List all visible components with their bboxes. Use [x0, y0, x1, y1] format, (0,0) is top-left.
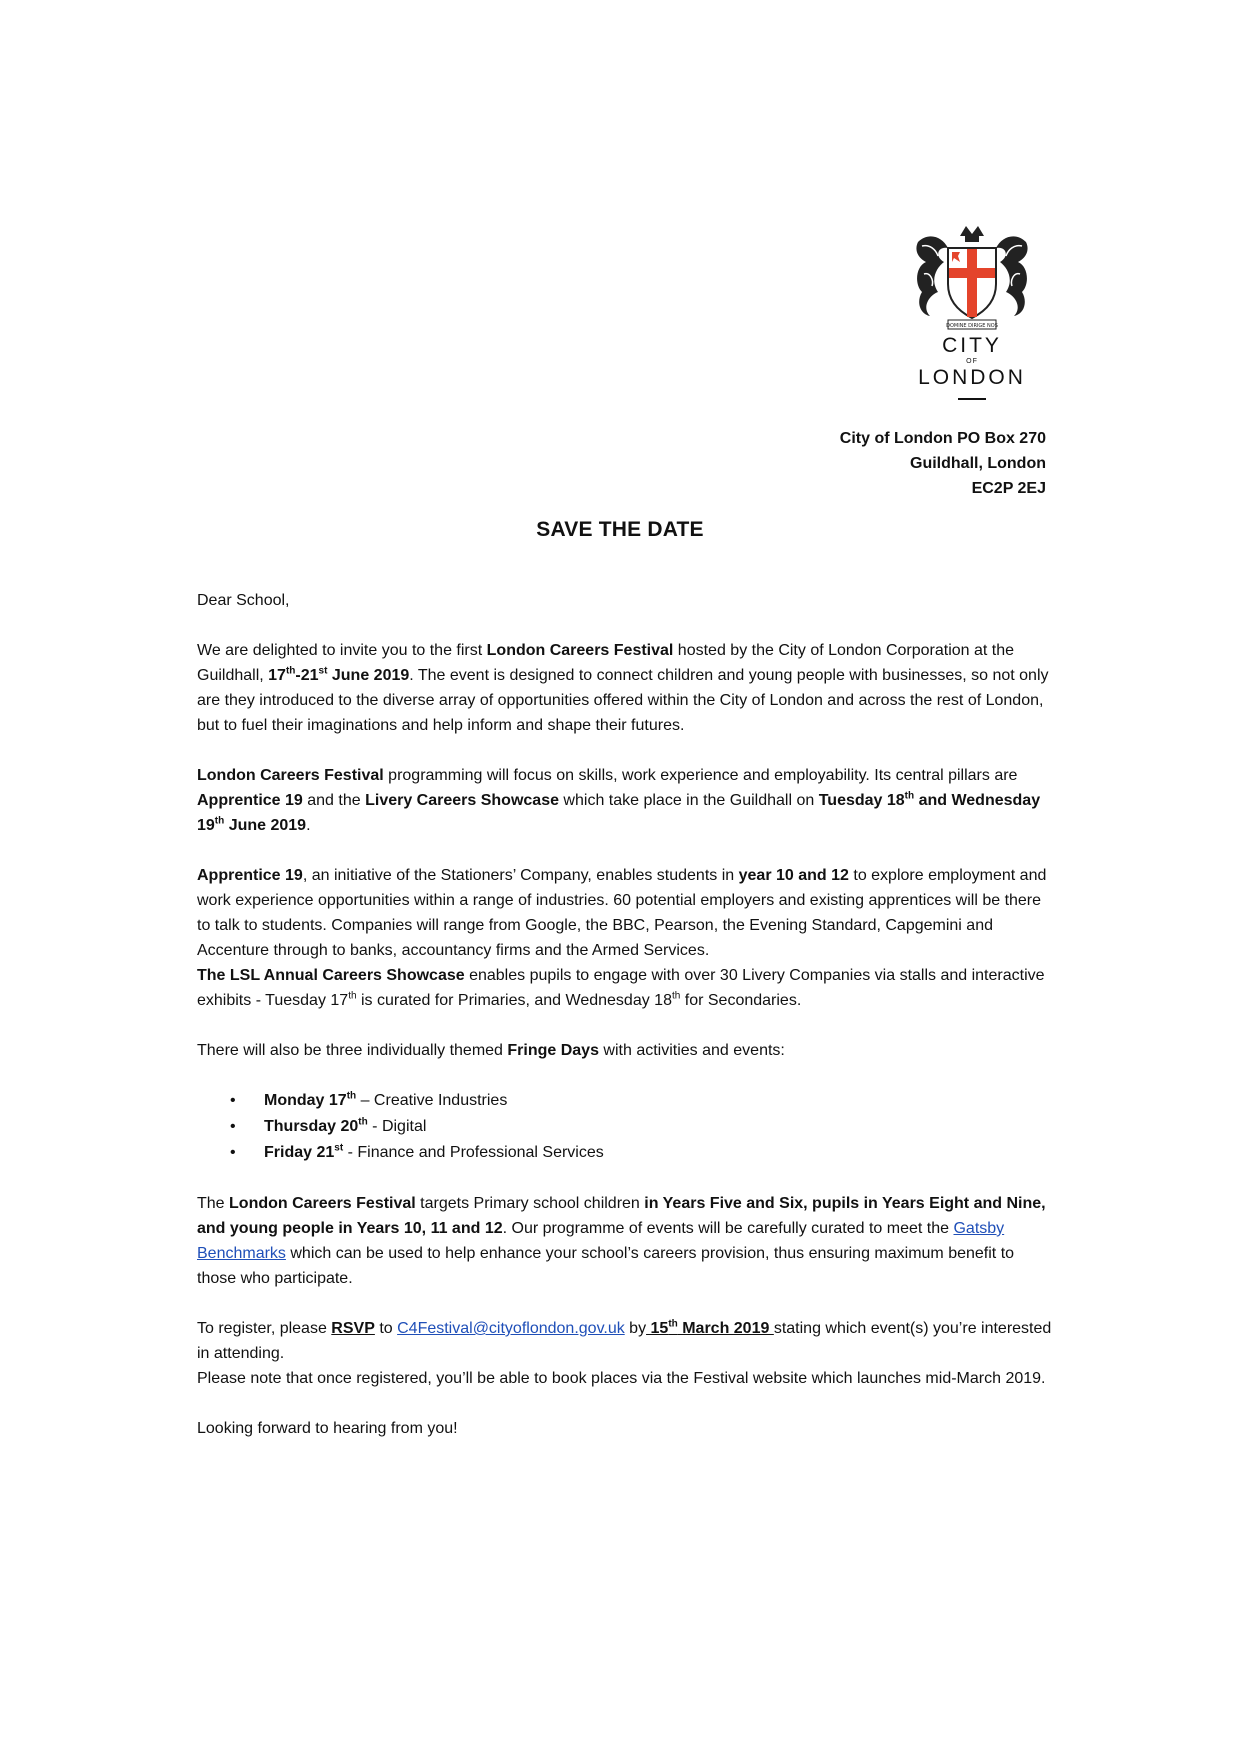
text-run: stating which event(s) you’re interested in attending.	[197, 1320, 1052, 1362]
text-run: hosted by the City of London Corporation at the Guildhall,	[197, 642, 1015, 684]
fringe-theme: - Finance and Professional Services	[343, 1144, 604, 1161]
address-line-1: City of London PO Box 270	[839, 430, 1046, 447]
bullet-icon: •	[230, 1118, 236, 1135]
ordinal-suffix: th	[668, 1318, 678, 1330]
city-of-london-logo	[908, 222, 1036, 404]
paragraph-apprentice-19	[197, 863, 1057, 963]
text-run: for Secondaries.	[680, 992, 802, 1009]
rsvp-deadline	[646, 1320, 774, 1337]
logo-london-word: LONDON	[918, 366, 1026, 389]
fringe-day	[264, 1118, 368, 1135]
text-run: -21	[295, 667, 319, 684]
paragraph-fringe-intro	[197, 1038, 1057, 1063]
text-run: programming will focus on skills, work experience and employability. Its central pillars are	[383, 767, 1018, 784]
text-run: 15	[646, 1320, 669, 1337]
year-groups: year 10 and 12	[738, 867, 849, 884]
text-run: with activities and events:	[598, 1042, 785, 1059]
text-run: We are delighted to invite you to the first	[197, 642, 487, 659]
festival-name: London Careers Festival	[486, 642, 674, 659]
fringe-theme: - Digital	[367, 1118, 427, 1135]
logo-of-word: OF	[966, 358, 978, 365]
paragraph-lsl-showcase	[197, 963, 1057, 1013]
ordinal-suffix: st	[334, 1142, 344, 1154]
list-item	[230, 1088, 1057, 1114]
list-item	[230, 1114, 1057, 1140]
salutation: Dear School,	[197, 592, 290, 609]
festival-dates	[268, 667, 409, 684]
bullet-icon: •	[230, 1092, 236, 1109]
target-groups: Years 10, 11 and 12	[352, 1220, 503, 1237]
text-run: March 2019	[677, 1320, 774, 1337]
text-run: , an initiative of the Stationers’ Company, enables students in	[302, 867, 739, 884]
apprentice-19-name: Apprentice 19	[197, 867, 303, 884]
logo-city-word: CITY	[942, 334, 1002, 357]
text-run: June 2019	[327, 667, 410, 684]
text-run: 17	[268, 667, 286, 684]
rsvp-label: RSVP	[331, 1320, 375, 1337]
coat-of-arms-icon	[908, 222, 1036, 332]
lsl-showcase-name: The LSL Annual Careers Showcase	[197, 967, 465, 984]
text-run: Monday 17	[264, 1092, 347, 1109]
address-line-2: Guildhall, London	[910, 455, 1046, 472]
text-run: . Our programme of events will be carefully curated to meet the	[502, 1220, 954, 1237]
text-run: and the	[302, 792, 366, 809]
email-link[interactable]: C4Festival@cityoflondon.gov.uk	[397, 1320, 625, 1337]
logo-underline	[958, 398, 986, 400]
text-run: and Wednesday 19	[197, 792, 1041, 834]
text-run: which can be used to help enhance your school’s careers provision, thus ensuring maximum benefit to those who participate.	[197, 1245, 1015, 1287]
page-title: SAVE THE DATE	[536, 518, 704, 541]
fringe-day	[264, 1092, 356, 1109]
closing-line: Looking forward to hearing from you!	[197, 1420, 458, 1437]
paragraph-booking-note: Please note that once registered, you’ll be able to book places via the Festival website which launches mid-March 2019.	[197, 1370, 1046, 1387]
text-run: targets Primary school children	[415, 1195, 645, 1212]
livery-showcase-name: Livery Careers Showcase	[365, 792, 559, 809]
text-run: The	[197, 1195, 230, 1212]
paragraph-targets	[197, 1191, 1057, 1291]
festival-name: London Careers Festival	[229, 1195, 416, 1212]
ordinal-suffix: th	[214, 815, 225, 827]
paragraph-programming	[197, 763, 1057, 838]
text-run: by	[624, 1320, 647, 1337]
paragraph-register	[197, 1316, 1057, 1366]
text-run: There will also be three individually themed	[197, 1042, 508, 1059]
gatsby-benchmarks-link[interactable]: Gatsby Benchmarks	[197, 1220, 1005, 1262]
paragraph-invitation	[197, 638, 1057, 738]
letter-body	[197, 588, 1057, 1466]
text-run: is curated for Primaries, and Wednesday 18	[356, 992, 672, 1009]
target-groups: in Years Five and Six, pupils in Years Eight and Nine, and young people in	[197, 1195, 1046, 1237]
text-run: Thursday 20	[264, 1118, 359, 1135]
ordinal-suffix: th	[346, 1090, 357, 1102]
fringe-days-label: Fringe Days	[507, 1042, 599, 1059]
text-run: . The event is designed to connect children and young people with businesses, so not only are they introduced to the diverse array of opportunities offered within the City of London and across the rest of London, but to fuel their imaginations and help inform and shape their futures.	[197, 667, 1049, 734]
fringe-theme: – Creative Industries	[356, 1092, 508, 1109]
festival-name: London Careers Festival	[197, 767, 384, 784]
text-run: To register, please	[197, 1320, 332, 1337]
ordinal-suffix: th	[348, 990, 357, 1002]
ordinal-suffix: th	[285, 665, 296, 677]
text-run: Friday 21	[264, 1144, 335, 1161]
address-line-3: EC2P 2EJ	[971, 480, 1046, 497]
text-run: June 2019	[224, 817, 307, 834]
ordinal-suffix: th	[904, 790, 915, 802]
ordinal-suffix: st	[318, 665, 328, 677]
text-run: .	[306, 817, 311, 834]
list-item	[230, 1140, 1057, 1166]
bullet-icon: •	[230, 1144, 236, 1161]
ordinal-suffix: th	[671, 990, 681, 1002]
text-run: Tuesday 18	[818, 792, 905, 809]
fringe-days-list	[197, 1088, 1057, 1166]
text-run: enables pupils to engage with over 30 Livery Companies via stalls and interactive exhibits - Tuesday 17	[197, 967, 1045, 1009]
text-run: which take place in the Guildhall on	[558, 792, 819, 809]
apprentice-19-name: Apprentice 19	[197, 792, 303, 809]
motto-text: DOMINE DIRIGE NOS	[946, 323, 998, 329]
text-run: to	[374, 1320, 398, 1337]
text-run: to explore employment and work experience opportunities within a range of industries. 60 potential employers and existing apprentices will be there to talk to students. Companies will range from Google, the BBC, Pearson, the Evening Standard, Capgemini and Accenture through to banks, accountancy firms and the Armed Services.	[197, 867, 1047, 959]
sender-address	[840, 426, 1046, 501]
fringe-day	[264, 1144, 343, 1161]
ordinal-suffix: th	[358, 1116, 368, 1128]
